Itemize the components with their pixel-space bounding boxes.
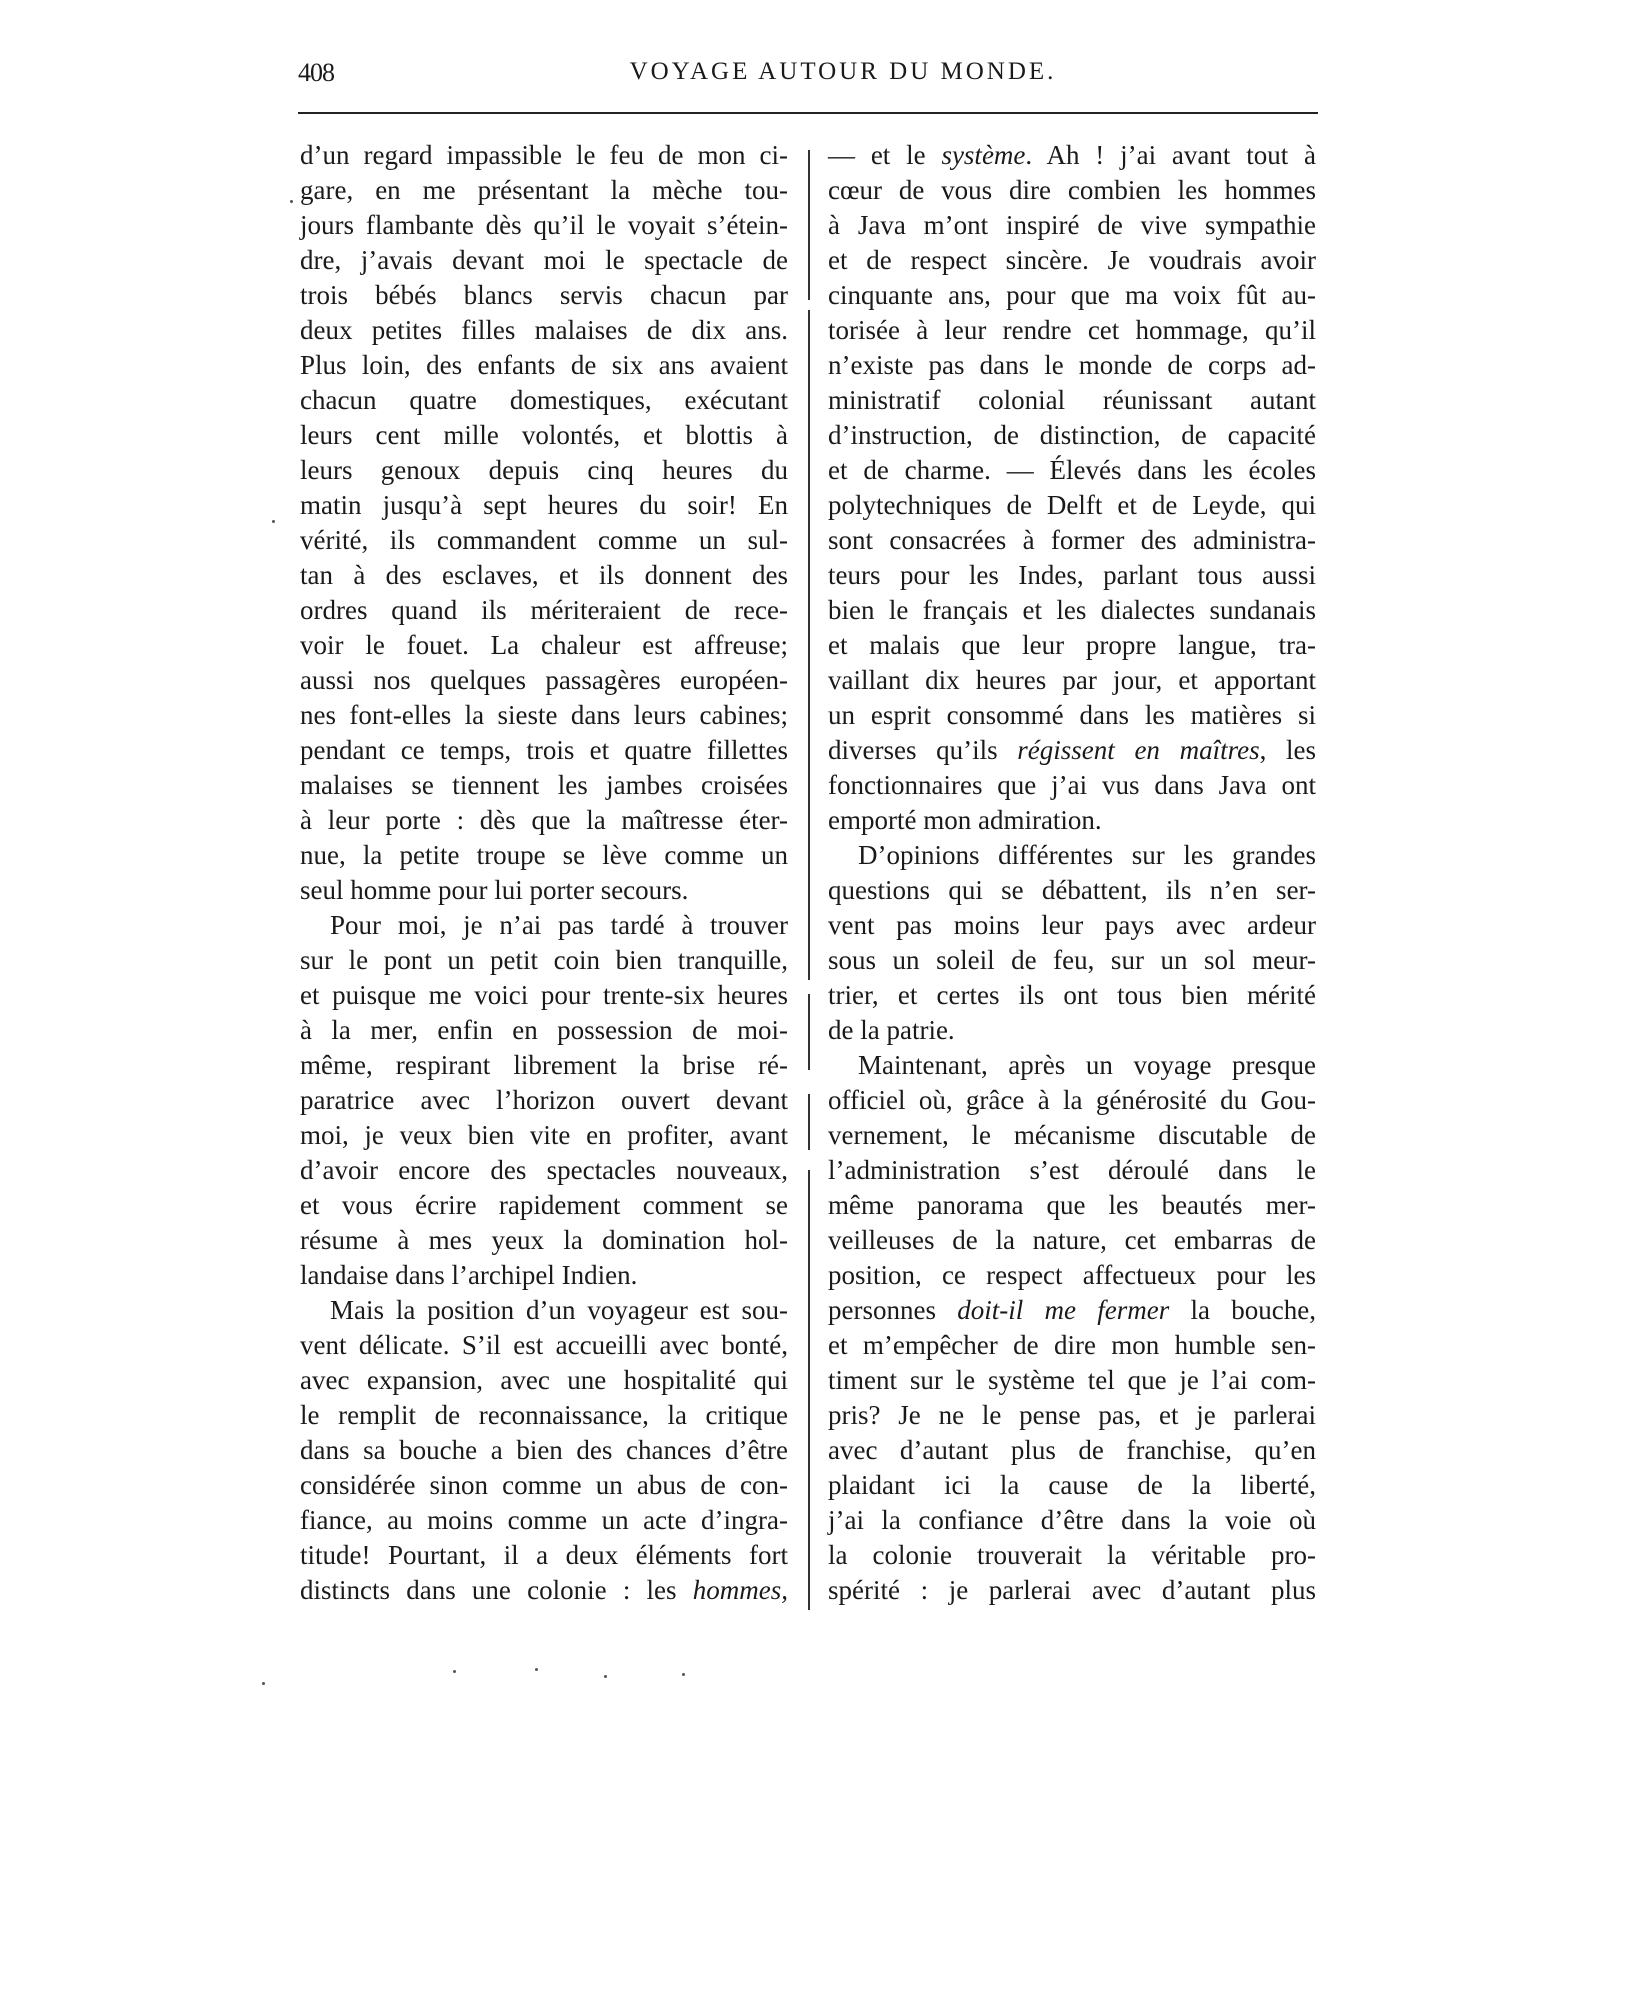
- text-segment: personnes: [828, 1295, 958, 1325]
- text-line: nue, la petite troupe se lève comme un: [300, 840, 788, 870]
- text-segment: — et le: [828, 140, 942, 170]
- scan-speck: [453, 1670, 456, 1673]
- text-line: vernement, le mécanisme discutable de: [828, 1120, 1316, 1150]
- text-line: un esprit consommé dans les matières si: [828, 700, 1316, 730]
- text-line: l’administration s’est déroulé dans le: [828, 1155, 1316, 1185]
- text-line: et vous écrire rapidement comment se: [300, 1190, 788, 1220]
- text-line: titude! Pourtant, il a deux éléments fort: [300, 1540, 788, 1570]
- divider-gap: [805, 1070, 813, 1094]
- header-rule: [298, 112, 1318, 114]
- text-line: trier, et certes ils ont tous bien mérité: [828, 980, 1316, 1010]
- text-line: et de respect sincère. Je voudrais avoir: [828, 245, 1316, 275]
- text-line: à Java m’ont inspiré de vive sympathie: [828, 210, 1316, 240]
- italic-text: système: [941, 140, 1026, 170]
- text-line: résume à mes yeux la domination hol-: [300, 1225, 788, 1255]
- text-line: à la mer, enfin en possession de moi-: [300, 1015, 788, 1045]
- text-line: voir le fouet. La chaleur est affreuse;: [300, 630, 788, 660]
- text-segment: la bouche,: [1169, 1295, 1316, 1325]
- text-line: d’avoir encore des spectacles nouveaux,: [300, 1155, 788, 1185]
- text-line: trois bébés blancs servis chacun par: [300, 280, 788, 310]
- text-line: sous un soleil de feu, sur un sol meur-: [828, 945, 1316, 975]
- text-line: spérité : je parlerai avec d’autant plus: [828, 1575, 1316, 1605]
- paragraph-start-line: Mais la position d’un voyageur est sou-: [330, 1295, 788, 1325]
- text-line: vent pas moins leur pays avec ardeur: [828, 910, 1316, 940]
- scan-speck: [604, 1675, 607, 1678]
- text-line: aussi nos quelques passagères européen-: [300, 665, 788, 695]
- text-line: deux petites filles malaises de dix ans.: [300, 315, 788, 345]
- text-line: position, ce respect affectueux pour les: [828, 1260, 1316, 1290]
- text-segment: , les: [1259, 735, 1316, 765]
- divider-gap: [805, 980, 813, 994]
- text-line: pendant ce temps, trois et quatre fillettes: [300, 735, 788, 765]
- text-segment: diverses qu’ils: [828, 735, 1018, 765]
- right-column: [828, 138, 1316, 1608]
- text-line: et m’empêcher de dire mon humble sen-: [828, 1330, 1316, 1360]
- divider-gap: [805, 1150, 813, 1170]
- left-column: [300, 138, 788, 1608]
- italic-text: doit-il me fermer: [957, 1295, 1170, 1325]
- text-line: jours flambante dès qu’il le voyait s’étein-: [300, 210, 788, 240]
- text-line: même, respirant librement la brise ré-: [300, 1050, 788, 1080]
- text-line: Plus loin, des enfants de six ans avaient: [300, 350, 788, 380]
- text-line: bien le français et les dialectes sundanais: [828, 595, 1316, 625]
- text-line: [300, 1573, 788, 1608]
- scan-speck: [682, 1673, 685, 1676]
- text-line: [828, 138, 1316, 173]
- text-line: même panorama que les beautés mer-: [828, 1190, 1316, 1220]
- text-line: matin jusqu’à sept heures du soir! En: [300, 490, 788, 520]
- text-line: n’existe pas dans le monde de corps ad-: [828, 350, 1316, 380]
- text-line: paratrice avec l’horizon ouvert devant: [300, 1085, 788, 1115]
- text-line: malaises se tiennent les jambes croisées: [300, 770, 788, 800]
- divider-gap: [805, 300, 813, 310]
- text-segment: . Ah ! j’ai avant tout à: [1025, 140, 1316, 170]
- scan-speck: [535, 1668, 538, 1671]
- text-line: leurs genoux depuis cinq heures du: [300, 455, 788, 485]
- text-line: vaillant dix heures par jour, et apportant: [828, 665, 1316, 695]
- text-line: ordres quand ils mériteraient de rece-: [300, 595, 788, 625]
- text-line: et malais que leur propre langue, tra-: [828, 630, 1316, 660]
- text-line: pris? Je ne le pense pas, et je parlerai: [828, 1400, 1316, 1430]
- text-line: torisée à leur rendre cet hommage, qu’il: [828, 315, 1316, 345]
- text-line: dre, j’avais devant moi le spectacle de: [300, 245, 788, 275]
- text-line: considérée sinon comme un abus de con-: [300, 1470, 788, 1500]
- paragraph-start-line: D’opinions différentes sur les grandes: [858, 840, 1316, 870]
- text-line: cœur de vous dire combien les hommes: [828, 175, 1316, 205]
- text-line: le remplit de reconnaissance, la critique: [300, 1400, 788, 1430]
- text-line: chacun quatre domestiques, exécutant: [300, 385, 788, 415]
- paragraph-start-line: Pour moi, je n’ai pas tardé à trouver: [330, 910, 788, 940]
- scan-speck: [262, 1682, 265, 1685]
- text-line: à leur porte : dès que la maîtresse éter-: [300, 805, 788, 835]
- text-line: fonctionnaires que j’ai vus dans Java ont: [828, 770, 1316, 800]
- text-line: [828, 733, 1316, 768]
- text-line: tan à des esclaves, et ils donnent des: [300, 560, 788, 590]
- text-line: plaidant ici la cause de la liberté,: [828, 1470, 1316, 1500]
- paragraph-start-line: Maintenant, après un voyage presque: [858, 1050, 1316, 1080]
- text-line: avec expansion, avec une hospitalité qui: [300, 1365, 788, 1395]
- text-line: j’ai la confiance d’être dans la voie où: [828, 1505, 1316, 1535]
- text-line: officiel où, grâce à la générosité du Gou-: [828, 1085, 1316, 1115]
- text-line: emporté mon admiration.: [828, 805, 1102, 835]
- text-line: la colonie trouverait la véritable pro-: [828, 1540, 1316, 1570]
- text-line: leurs cent mille volontés, et blottis à: [300, 420, 788, 450]
- italic-text: hommes,: [692, 1575, 788, 1605]
- text-line: sur le pont un petit coin bien tranquille,: [300, 945, 788, 975]
- italic-text: régissent en maîtres: [1017, 735, 1260, 765]
- text-line: nes font-elles la sieste dans leurs cabines;: [300, 700, 788, 730]
- running-title: VOYAGE AUTOUR DU MONDE.: [629, 58, 1057, 85]
- text-line: et puisque me voici pour trente-six heures: [300, 980, 788, 1010]
- text-line: d’instruction, de distinction, de capacité: [828, 420, 1316, 450]
- text-line: timent sur le système tel que je l’ai com-: [828, 1365, 1316, 1395]
- text-line: teurs pour les Indes, parlant tous aussi: [828, 560, 1316, 590]
- text-line: de la patrie.: [828, 1015, 955, 1045]
- text-line: ministratif colonial réunissant autant: [828, 385, 1316, 415]
- column-divider: [808, 150, 810, 1610]
- text-line: et de charme. — Élevés dans les écoles: [828, 455, 1316, 485]
- text-line: seul homme pour lui porter secours.: [300, 875, 689, 905]
- scan-speck: [290, 200, 293, 203]
- text-segment: distincts dans une colonie : les: [300, 1575, 693, 1605]
- text-line: dans sa bouche a bien des chances d’être: [300, 1435, 788, 1465]
- text-line: questions qui se débattent, ils n’en ser-: [828, 875, 1316, 905]
- text-line: vent délicate. S’il est accueilli avec bonté,: [300, 1330, 788, 1360]
- text-line: d’un regard impassible le feu de mon ci-: [300, 140, 788, 170]
- text-line: sont consacrées à former des administra-: [828, 525, 1316, 555]
- scan-speck: [272, 520, 275, 523]
- page-number: 408: [298, 58, 334, 87]
- text-line: avec d’autant plus de franchise, qu’en: [828, 1435, 1316, 1465]
- text-line: moi, je veux bien vite en profiter, avant: [300, 1120, 788, 1150]
- running-head: [298, 58, 1318, 98]
- text-line: veilleuses de la nature, cet embarras de: [828, 1225, 1316, 1255]
- text-line: gare, en me présentant la mèche tou-: [300, 175, 788, 205]
- text-line: cinquante ans, pour que ma voix fût au-: [828, 280, 1316, 310]
- text-line: [828, 1293, 1316, 1328]
- text-line: fiance, au moins comme un acte d’ingra-: [300, 1505, 788, 1535]
- text-line: polytechniques de Delft et de Leyde, qui: [828, 490, 1316, 520]
- text-line: landaise dans l’archipel Indien.: [300, 1260, 638, 1290]
- text-line: vérité, ils commandent comme un sul-: [300, 525, 788, 555]
